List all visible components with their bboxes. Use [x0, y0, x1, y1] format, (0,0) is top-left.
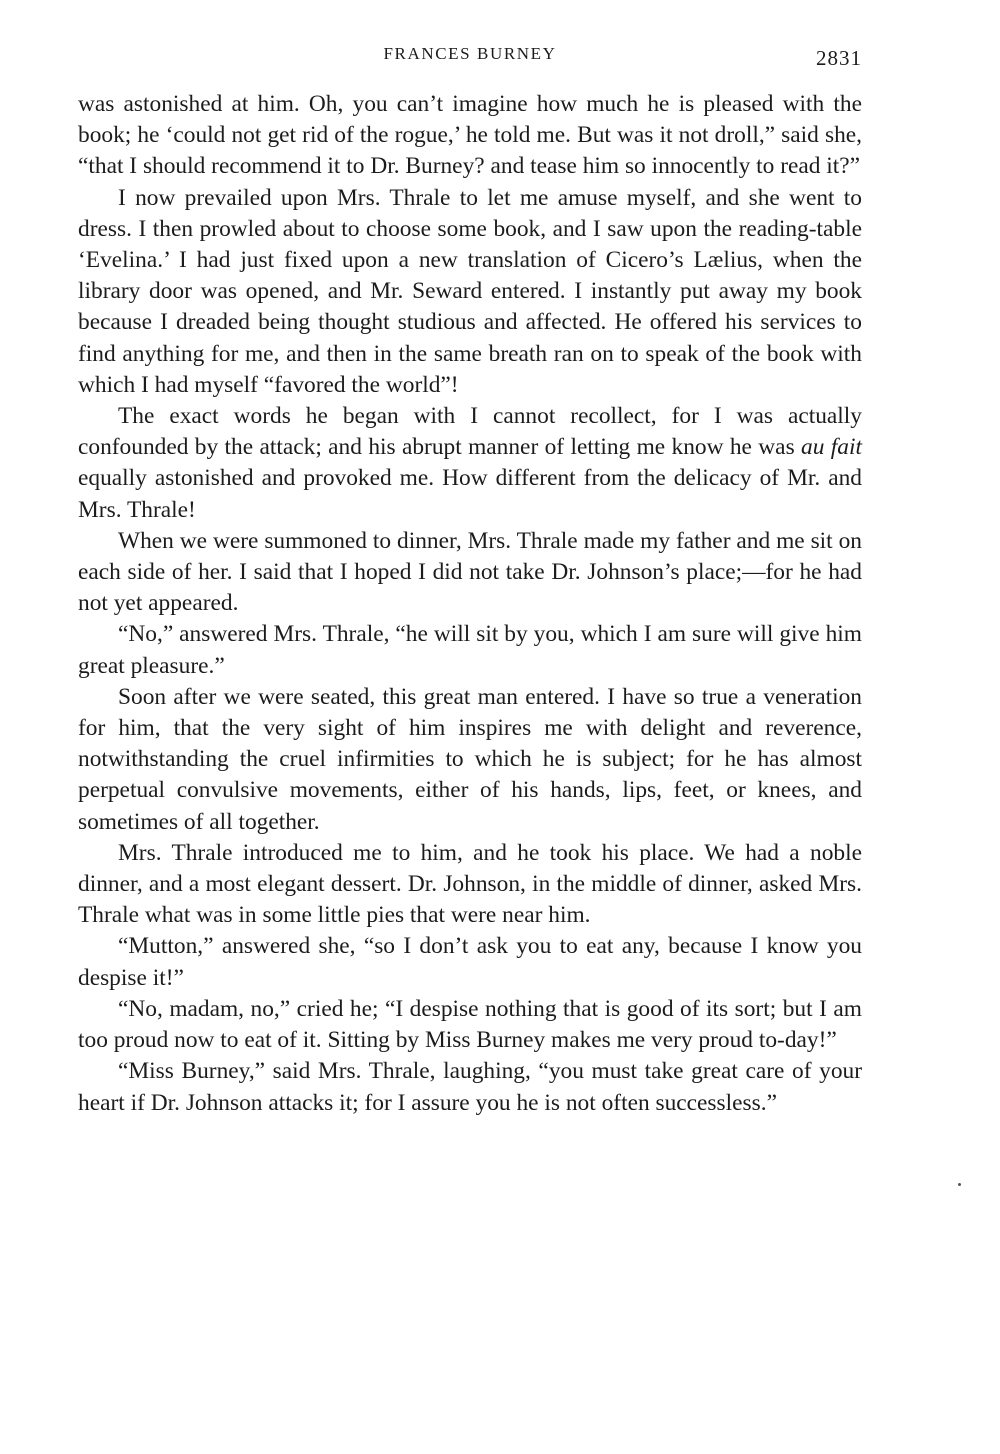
paragraph-text: The exact words he began with I cannot recollect, for I was actually confounded by the attack; and his abrupt manner of letting me know he was	[78, 403, 862, 461]
paragraph: Soon after we were seated, this great man entered. I have so true a veneration for him, that the very sight of him inspires me with delight and reverence, notwithstanding the cruel infirmities to which he is subject; for he has almost perpetual convulsive movements, either of his hands, lips, feet, or knees, and sometimes of all together.	[78, 683, 862, 835]
paragraph: Mrs. Thrale introduced me to him, and he took his place. We had a noble dinner, and a most elegant dessert. Dr. Johnson, in the middle of dinner, asked Mrs. Thrale what was in some little pies that were near him.	[78, 839, 862, 929]
italic-phrase: au fait	[801, 434, 862, 461]
paragraph: I now prevailed upon Mrs. Thrale to let me amuse myself, and she went to dress. I then prowled about to choose some book, and I saw upon the reading-table ‘Evelina.’ I had just fixed upon a new translation of Cicero’s Lælius, when the library door was opened, and Mr. Seward entered. I instantly put away my book because I dreaded being thought studious and affected. He offered his services to find anything for me, and then in the same breath ran on to speak of the book with which I had myself “favored the world”!	[78, 184, 862, 398]
scan-speck	[958, 1183, 961, 1186]
page-number: 2831	[816, 46, 862, 70]
body-text	[78, 89, 862, 1119]
paragraph-text: equally astonished and provoked me. How different from the delicacy of Mr. and Mrs. Thrale!	[78, 465, 862, 523]
paragraph: “Mutton,” answered she, “so I don’t ask you to eat any, because I know you despise it!”	[78, 933, 862, 991]
paragraph: “No,” answered Mrs. Thrale, “he will sit by you, which I am sure will give him great pleasure.”	[78, 621, 862, 679]
paragraph: When we were summoned to dinner, Mrs. Thrale made my father and me sit on each side of her. I said that I hoped I did not take Dr. Johnson’s place;—for he had not yet appeared.	[78, 527, 862, 617]
paragraph-continuation: was astonished at him. Oh, you can’t imagine how much he is pleased with the book; he ‘could not get rid of the rogue,’ he told me. But was it not droll,” said she, “that I should recommend it to Dr. Burney? and tease him so innocently to read it?”	[78, 91, 862, 180]
running-title: FRANCES BURNEY	[383, 44, 557, 63]
paragraph: “No, madam, no,” cried he; “I despise nothing that is good of its sort; but I am too proud now to eat of it. Sitting by Miss Burney makes me very proud to-day!”	[78, 995, 862, 1054]
running-head	[78, 42, 862, 74]
paragraph: “Miss Burney,” said Mrs. Thrale, laughing, “you must take great care of your heart if Dr. Johnson attacks it; for I assure you he is not often successless.”	[78, 1058, 862, 1116]
paragraph	[78, 401, 862, 526]
